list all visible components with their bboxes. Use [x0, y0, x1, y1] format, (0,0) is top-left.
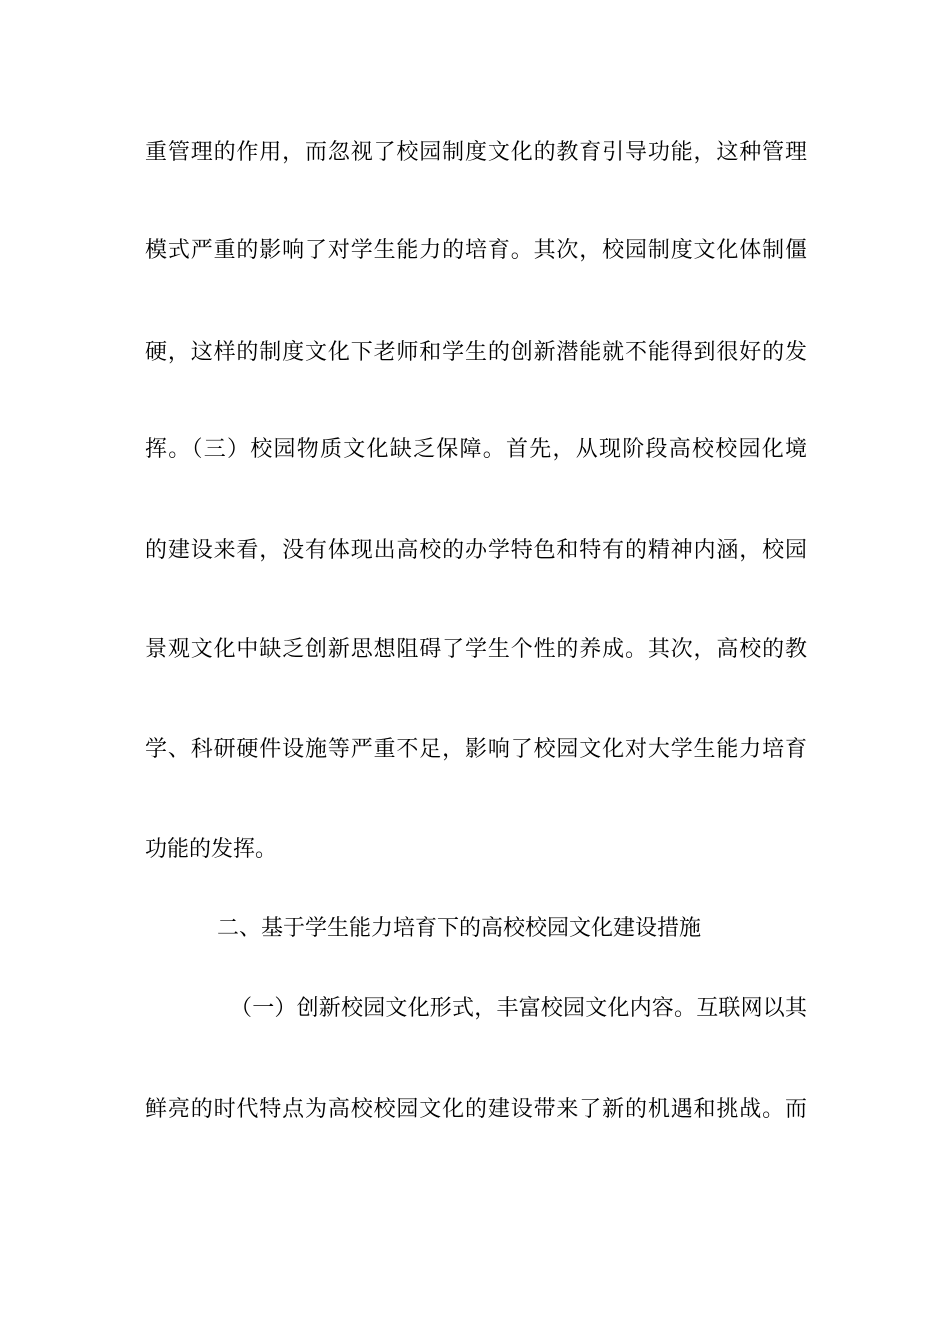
text-line: 功能的发挥。 — [145, 837, 278, 862]
text-line: （一）创新校园文化形式，丰富校园文化内容。互联网以其 — [230, 996, 807, 1021]
text-line: 挥。（三）校园物质文化缺乏保障。首先，从现阶段高校校园化境 — [145, 437, 807, 462]
text-line: 学、科研硬件设施等严重不足，影响了校园文化对大学生能力培育 — [145, 737, 807, 762]
text-line: 硬，这样的制度文化下老师和学生的创新潜能就不能得到很好的发 — [145, 340, 807, 365]
text-line: 重管理的作用，而忽视了校园制度文化的教育引导功能，这种管理 — [145, 140, 807, 165]
text-line: 的建设来看，没有体现出高校的办学特色和特有的精神内涵，校园 — [145, 538, 807, 563]
text-line: 鲜亮的时代特点为高校校园文化的建设带来了新的机遇和挑战。而 — [145, 1097, 807, 1122]
text-line: 模式严重的影响了对学生能力的培育。其次，校园制度文化体制僵 — [145, 238, 807, 263]
section-heading: 二、基于学生能力培育下的高校校园文化建设措施 — [217, 916, 702, 941]
text-line: 景观文化中缺乏创新思想阻碍了学生个性的养成。其次，高校的教 — [145, 637, 807, 662]
